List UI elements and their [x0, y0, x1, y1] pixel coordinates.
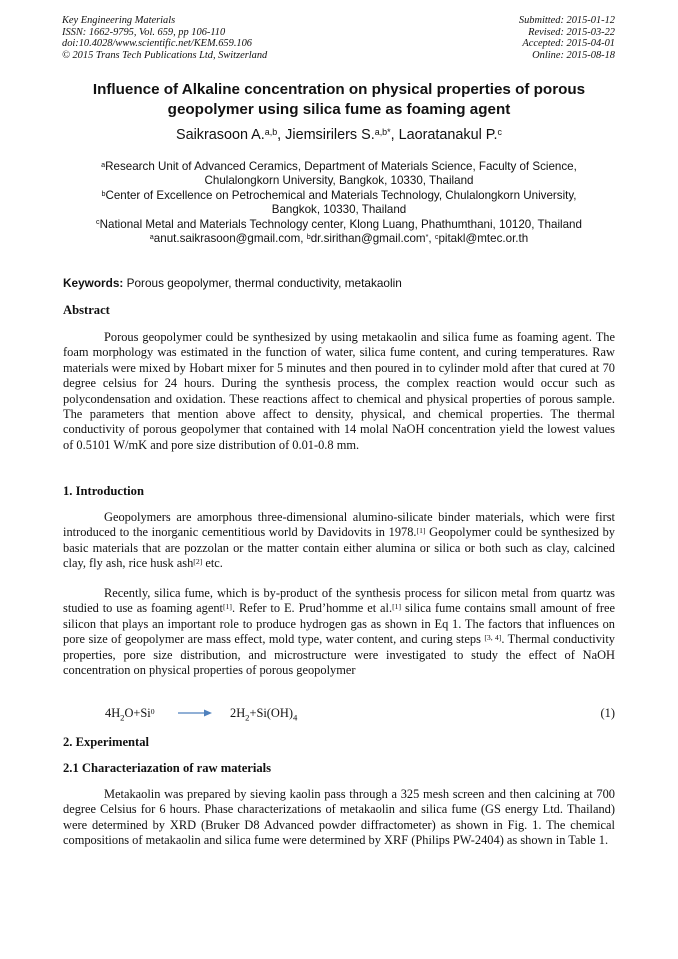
intro-paragraph-2: Recently, silica fume, which is by-product of the synthesis process for silicon metal from quartz was studied to use as foaming agent[1]. Refer to E. Prud’homme et al.[1] silica fume contains small amount of free silicon that plays an important role to produce hydrogen gas as shown in Eq 1. The factors that influences on pore size of geopolymer are mass effect, mold type, water content, and curing steps [3, 4]. Thermal conductivity properties, pore size distribution, and microstructure were investigated to study the effect of NaOH concentration on physical properties of porous geopolymer: [63, 586, 616, 678]
journal-name: Key Engineering Materials: [62, 15, 176, 26]
author-3: Laoratanakul P.: [398, 127, 498, 143]
abstract-heading: Abstract: [63, 303, 110, 317]
journal-info: [62, 15, 267, 61]
citation: [1]: [392, 601, 402, 611]
experimental-heading: 2. Experimental: [63, 735, 150, 749]
affil-mark: a: [101, 159, 106, 169]
citation: [1]: [416, 525, 426, 535]
equation-products: $2H_2+Si(OH)_4$: [230, 706, 298, 723]
dates-info: [519, 15, 615, 61]
citation: [1]: [223, 601, 232, 611]
affiliation-b-line-1: [40, 189, 638, 203]
abstract-paragraph: Porous geopolymer could be synthesized by using metakaolin and silica fume as foaming agent. The foam morphology was estimated in the function of water, silica fume content, and curing temperatures. Raw materials were mixed by Hobart mixer for 5 minutes and then poured in to cylinder mold after that cured at 70 degree celsius for 24 hours. During the synthesis process, the complex reaction would occur such as polycondensation and oxidation. These reactions affect to chemical and physical properties of porous sample. The parameters that mention above affect to density, physical, and chemical properties. The thermal conductivity of porous geopolymer that contained with 14 molal NaOH concentration yield the lowest values of 0.5101 W/mK and pore size distribution of 0.01-0.8 mm.: [63, 330, 615, 452]
equation-1: [63, 706, 615, 722]
author-list: [40, 126, 638, 144]
affiliation-a-line-1: [40, 160, 638, 174]
citation: [3, 4]: [484, 632, 502, 642]
equation-number: (1): [600, 706, 615, 720]
affil-text: Center of Excellence on Petrochemical and Materials Technology, Chulalongkorn University,: [105, 188, 577, 202]
affiliation-c: [40, 218, 638, 232]
title-line-1: Influence of Alkaline concentration on physical properties of porous: [92, 81, 586, 98]
intro-paragraph-1: Geopolymers are amorphous three-dimensional alumino-silicate binder materials, which were first introduced to the inorganic cementitious world by Davidovits in 1978.[1] Geopolymer could be synthesized by basic materials that are pozzolan or the matter contain either alumina or silica or both such as clay, calcined clay, fly ash, rice husk ash[2] etc.: [63, 510, 615, 571]
accepted-date: Accepted: 2015-04-01: [522, 38, 615, 50]
author-3-affil: c: [497, 126, 502, 137]
paper-title: [40, 80, 638, 119]
issn: ISSN: 1662-9795, Vol. 659, pp 106-110: [62, 26, 226, 38]
author-separator: ,: [277, 127, 286, 143]
introduction-heading: 1. Introduction: [63, 484, 144, 498]
keywords: [63, 276, 402, 290]
author-2: Jiemsirilers S.: [285, 127, 375, 143]
author-2-affil: a,b*: [374, 126, 391, 137]
email-mark: a: [149, 231, 154, 241]
email-line: $^a$anut.saikrasoon@gmail.com, $^b$dr.sirithan@gmail.com*, $^c$pitakl@mtec.or.th: [149, 231, 529, 246]
copyright: © 2015 Trans Tech Publications Ltd, Switzerland: [62, 49, 268, 61]
submitted-date: Submitted: 2015-01-12: [518, 15, 615, 26]
revised-date: Revised: 2015-03-22: [528, 26, 615, 38]
keywords-label: Keywords:: [63, 276, 124, 290]
email-mark: b: [306, 231, 311, 241]
affil-mark: b: [101, 188, 106, 198]
author-1: Saikrasoon A.: [175, 127, 265, 143]
affiliation-b-line-2: Bangkok, 10330, Thailand: [271, 203, 407, 217]
email-a[interactable]: anut.saikrasoon@gmail.com,: [153, 232, 307, 246]
online-date: Online: 2015-08-18: [532, 49, 615, 61]
doi: doi:10.4028/www.scientific.net/KEM.659.106: [62, 38, 252, 50]
author-separator: ,: [390, 127, 399, 143]
equation-reactants: $4H_2O+Si^0$: [105, 706, 155, 723]
email-c[interactable]: pitakl@mtec.or.th: [438, 232, 529, 246]
reaction-arrow-icon: [177, 708, 213, 718]
email-b[interactable]: dr.sirithan@gmail.com: [310, 232, 426, 246]
keywords-text: Porous geopolymer, thermal conductivity, metakaolin: [123, 276, 402, 290]
title-line-2: geopolymer using silica fume as foaming agent: [167, 100, 511, 118]
corresponding-mark: *: [425, 231, 429, 241]
author-1-affil: a,b: [264, 126, 278, 137]
experimental-paragraph: Metakaolin was prepared by sieving kaolin pass through a 325 mesh screen and then calcining at 700 degree Celsius for 6 hours. Phase characterizations of metakaolin and silica fume (GS energy Ltd. Thailand) were determined by XRD (Bruker D8 Advanced powder diffractometer) as shown in Fig. 1. The chemical compositions of metakaolin and silica fume were determined by XRF (Philips PW-2404) as shown in Table 1.: [63, 787, 615, 848]
affil-text: Research Unit of Advanced Ceramics, Department of Materials Science, Faculty of Science,: [105, 160, 577, 173]
subsection-heading: 2.1 Characteriazation of raw materials: [63, 761, 272, 775]
affiliations: [40, 160, 638, 246]
citation: [2]: [193, 556, 203, 566]
affil-mark: c: [96, 217, 100, 227]
affiliation-a-line-2: Chulalongkorn University, Bangkok, 10330, Thailand: [204, 174, 474, 188]
email-mark: c: [434, 231, 439, 241]
affil-text: National Metal and Materials Technology center, Klong Luang, Phathumthani, 10120, Thailand: [99, 217, 582, 231]
